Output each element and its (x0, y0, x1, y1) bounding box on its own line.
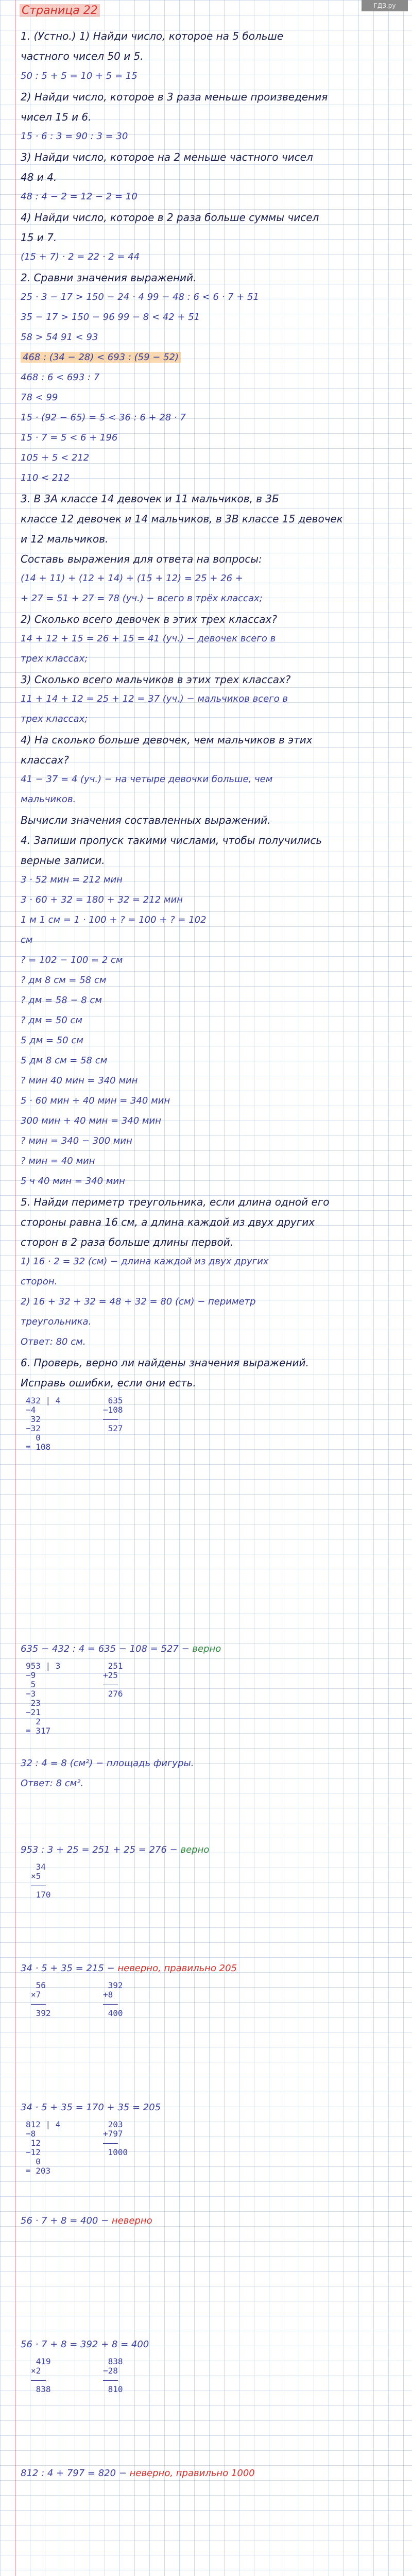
verdict-text: неверно, правильно 205 (117, 1963, 237, 1974)
line-text: 58 > 54 91 < 93 (21, 332, 98, 343)
task-text-line (21, 91, 397, 103)
line-text: 4) На сколько больше девочек, чем мальчиков в этих (21, 734, 313, 746)
line-text: 300 мин + 40 мин = 340 мин (21, 1115, 161, 1126)
solution-line (21, 191, 397, 202)
solution-line (21, 935, 397, 945)
solution-line (21, 131, 397, 142)
line-text: 15 и 7. (21, 231, 57, 244)
line-text: 5 ч 40 мин = 340 мин (21, 1176, 125, 1187)
solution-line (21, 332, 397, 343)
task-text-line (21, 272, 397, 284)
line-text: Составь выражения для ответа на вопросы: (21, 553, 262, 565)
column-calculation: 953 | 3 −9 5 −3 23 −21 2 = 317 (26, 1661, 61, 1736)
solution-line (21, 352, 397, 363)
line-text: и 12 мальчиков. (21, 533, 109, 545)
line-text: 48 : 4 − 2 = 12 − 2 = 10 (21, 191, 138, 202)
line-text: 32 : 4 = 8 (см²) − площадь фигуры. (21, 1758, 194, 1769)
column-calculation: 251 +25 ——— 276 (103, 1661, 123, 1699)
line-text: 1. (Устно.) 1) Найди число, которое на 5 больше (21, 30, 284, 42)
solution-line (21, 1778, 397, 1789)
line-text: ? дм = 50 см (21, 1015, 82, 1026)
line-text: Исправь ошибки, если они есть. (21, 1377, 196, 1389)
line-text: чисел 15 и 6. (21, 111, 92, 123)
margin-line (15, 0, 16, 2576)
line-text: 6. Проверь, верно ли найдены значения выражений. (21, 1357, 309, 1369)
task-text-line (21, 50, 397, 62)
line-text: трех классах; (21, 714, 88, 724)
line-text: 4. Запиши пропуск такими числами, чтобы получились (21, 834, 322, 846)
solution-line (21, 432, 397, 443)
line-text: (14 + 11) + (12 + 14) + (15 + 12) = 25 + 26 + (21, 573, 243, 584)
line-text: 1) 16 · 2 = 32 (см) − длина каждой из двух других (21, 1256, 269, 1267)
solution-line (21, 1316, 397, 1327)
line-text: Вычисли значения составленных выражений. (21, 814, 271, 826)
task-text-line (21, 734, 397, 746)
task-text-line (21, 111, 397, 123)
solution-line (21, 251, 397, 262)
solution-line (21, 1115, 397, 1126)
line-text: 4) Найди число, которое в 2 раза больше суммы чисел (21, 211, 319, 224)
line-text: ? мин = 340 − 300 мин (21, 1136, 132, 1146)
column-calculation: 838 −28 ——— 810 (103, 2357, 123, 2394)
solution-line (21, 1296, 397, 1307)
page-title: Страница 22 (20, 4, 397, 17)
line-text: 2) Найди число, которое в 3 раза меньше произведения (21, 91, 328, 103)
line-text: 56 · 7 + 8 = 392 + 8 = 400 (21, 2339, 149, 2350)
line-text: 11 + 14 + 12 = 25 + 12 = 37 (уч.) − мальчиков всего в (21, 693, 288, 704)
solution-line (21, 633, 397, 644)
line-text: 1 м 1 см = 1 · 100 + ? = 100 + ? = 102 (21, 914, 207, 925)
line-text: см (21, 935, 33, 945)
solution-line (21, 372, 397, 383)
solution-line (21, 894, 397, 905)
solution-line (21, 2215, 397, 2226)
solution-line (21, 1844, 397, 1855)
solution-line (21, 1643, 397, 1654)
line-text: частного чисел 50 и 5. (21, 50, 144, 62)
solution-line (21, 1963, 397, 1974)
solution-line (21, 292, 397, 302)
task-text-line (21, 151, 397, 163)
solution-line (21, 593, 397, 604)
task-text-line (21, 1196, 397, 1208)
solution-line (21, 1156, 397, 1166)
solution-line (21, 995, 397, 1006)
solution-line (21, 2468, 397, 2479)
solution-line (21, 874, 397, 885)
line-text: 15 · 6 : 3 = 90 : 3 = 30 (21, 131, 128, 142)
solution-line (21, 392, 397, 403)
line-text: 5 · 60 мин + 40 мин = 340 мин (21, 1095, 170, 1106)
solution-line (21, 1758, 397, 1769)
line-text: мальчиков. (21, 794, 76, 805)
line-text: 35 − 17 > 150 − 96 99 − 8 < 42 + 51 (21, 312, 200, 323)
corner-stamp: ГДЗ.ру (362, 0, 408, 11)
column-calculation: 203 +797 ——— 1000 (103, 2120, 128, 2157)
column-calculation: 635 −108 ——— 527 (103, 1396, 123, 1433)
solution-line (21, 573, 397, 584)
task-text-line (21, 754, 397, 766)
line-text: 48 и 4. (21, 171, 57, 183)
task-text-line (21, 814, 397, 826)
line-text: 3) Найди число, которое на 2 меньше частного чисел (21, 151, 313, 163)
line-text: (15 + 7) · 2 = 22 · 2 = 44 (21, 251, 140, 262)
column-calculation: 392 +8 ——— 400 (103, 1980, 123, 2018)
line-text: 3 · 60 + 32 = 180 + 32 = 212 мин (21, 894, 183, 905)
task-text-line (21, 231, 397, 244)
line-text: + 27 = 51 + 27 = 78 (уч.) − всего в трёх классах; (21, 593, 263, 604)
solution-line (21, 312, 397, 323)
solution-line (21, 1336, 397, 1347)
solution-line (21, 774, 397, 785)
task-text-line (21, 834, 397, 846)
line-text: 2) 16 + 32 + 32 = 48 + 32 = 80 (см) − периметр (21, 1296, 256, 1307)
solution-line (21, 1075, 397, 1086)
line-text: 3. В 3А классе 14 девочек и 11 мальчиков, в 3Б (21, 493, 279, 505)
line-text: классах? (21, 754, 69, 766)
solution-line (21, 794, 397, 805)
task-text-line (21, 533, 397, 545)
task-text-line (21, 1216, 397, 1228)
task-text-line (21, 673, 397, 686)
solution-line (21, 1256, 397, 1267)
task-text-line (21, 1357, 397, 1369)
line-text: 50 : 5 + 5 = 10 + 5 = 15 (21, 71, 138, 81)
task-text-line (21, 171, 397, 183)
line-text: 2. Сравни значения выражений. (21, 272, 197, 284)
solution-line (21, 2339, 397, 2350)
line-text: 110 < 212 (21, 472, 70, 483)
task-text-line (21, 513, 397, 525)
line-text: треугольника. (21, 1316, 92, 1327)
line-text: 34 · 5 + 35 = 170 + 35 = 205 (21, 2102, 161, 2113)
line-text: 15 · (92 − 65) = 5 < 36 : 6 + 28 · 7 (21, 412, 186, 423)
solution-line (21, 71, 397, 81)
task-text-line (21, 854, 397, 867)
line-text: 3 · 52 мин = 212 мин (21, 874, 123, 885)
line-text: 78 < 99 (21, 392, 58, 403)
line-text: верные записи. (21, 854, 105, 867)
solution-line (21, 1136, 397, 1146)
line-text: ? дм = 58 − 8 см (21, 995, 102, 1006)
solution-line (21, 653, 397, 664)
column-calculation: 812 | 4 −8 12 −12 0 = 203 (26, 2120, 61, 2176)
line-text: 468 : 6 < 693 : 7 (21, 372, 100, 383)
task-text-line (21, 613, 397, 625)
solution-line (21, 1176, 397, 1187)
line-text: сторон. (21, 1276, 58, 1287)
line-text: Ответ: 80 см. (21, 1336, 86, 1347)
line-text: 468 : (34 − 28) < 693 : (59 − 52) (21, 352, 181, 363)
solution-line (21, 452, 397, 463)
verdict-text: верно (180, 1844, 210, 1855)
line-text: ? = 102 − 100 = 2 см (21, 955, 123, 965)
task-text-line (21, 553, 397, 565)
solution-line (21, 714, 397, 724)
line-text: 5. Найди периметр треугольника, если длина одной его (21, 1196, 330, 1208)
line-text: 812 : 4 + 797 = 820 − неверно, правильно 1000 (21, 2468, 255, 2479)
line-text: трех классах; (21, 653, 88, 664)
solution-line (21, 1015, 397, 1026)
line-text: сторон в 2 раза больше длины первой. (21, 1236, 234, 1248)
column-calculation: 432 | 4 −4 32 −32 0 = 108 (26, 1396, 61, 1452)
line-text: 25 · 3 − 17 > 150 − 24 · 4 99 − 48 : 6 < 6 · 7 + 51 (21, 292, 259, 302)
task-text-line (21, 493, 397, 505)
line-text: ? мин 40 мин = 340 мин (21, 1075, 138, 1086)
solution-line (21, 1055, 397, 1066)
task-text-line (21, 1377, 397, 1389)
line-text: 2) Сколько всего девочек в этих трех классах? (21, 613, 277, 625)
solution-line (21, 955, 397, 965)
solution-line (21, 472, 397, 483)
line-text: 15 · 7 = 5 < 6 + 196 (21, 432, 118, 443)
line-text: 5 дм 8 см = 58 см (21, 1055, 108, 1066)
solution-line (21, 412, 397, 423)
line-text: Ответ: 8 см². (21, 1778, 84, 1789)
verdict-text: неверно, правильно 1000 (129, 2468, 255, 2479)
solution-line (21, 2102, 397, 2113)
line-text: 105 + 5 < 212 (21, 452, 90, 463)
line-text: 14 + 12 + 15 = 26 + 15 = 41 (уч.) − девочек всего в (21, 633, 276, 644)
solution-line (21, 1035, 397, 1046)
line-text: 34 · 5 + 35 = 215 − неверно, правильно 205 (21, 1963, 237, 1974)
solution-line (21, 914, 397, 925)
solution-line (21, 1276, 397, 1287)
line-text: ? дм 8 см = 58 см (21, 975, 107, 986)
column-calculation: 34 ×5 ——— 170 (31, 1862, 51, 1900)
line-text: стороны равна 16 см, а длина каждой из двух других (21, 1216, 315, 1228)
line-text: 953 : 3 + 25 = 251 + 25 = 276 − верно (21, 1844, 210, 1855)
verdict-text: неверно (111, 2215, 152, 2226)
line-text: 5 дм = 50 см (21, 1035, 83, 1046)
line-text: 3) Сколько всего мальчиков в этих трех классах? (21, 673, 291, 686)
column-calculation: 419 ×2 ——— 838 (31, 2357, 51, 2394)
line-text: 41 − 37 = 4 (уч.) − на четыре девочки больше, чем (21, 774, 273, 785)
line-text: классе 12 девочек и 14 мальчиков, в 3В классе 15 девочек (21, 513, 343, 525)
solution-line (21, 693, 397, 704)
solution-line (21, 1095, 397, 1106)
task-text-line (21, 211, 397, 224)
task-text-line (21, 1236, 397, 1248)
line-text: 635 − 432 : 4 = 635 − 108 = 527 − верно (21, 1643, 221, 1654)
task-text-line (21, 30, 397, 42)
column-calculation: 56 ×7 ——— 392 (31, 1980, 51, 2018)
solution-line (21, 975, 397, 986)
verdict-text: верно (192, 1643, 221, 1654)
line-text: 56 · 7 + 8 = 400 − неверно (21, 2215, 152, 2226)
line-text: ? мин = 40 мин (21, 1156, 95, 1166)
